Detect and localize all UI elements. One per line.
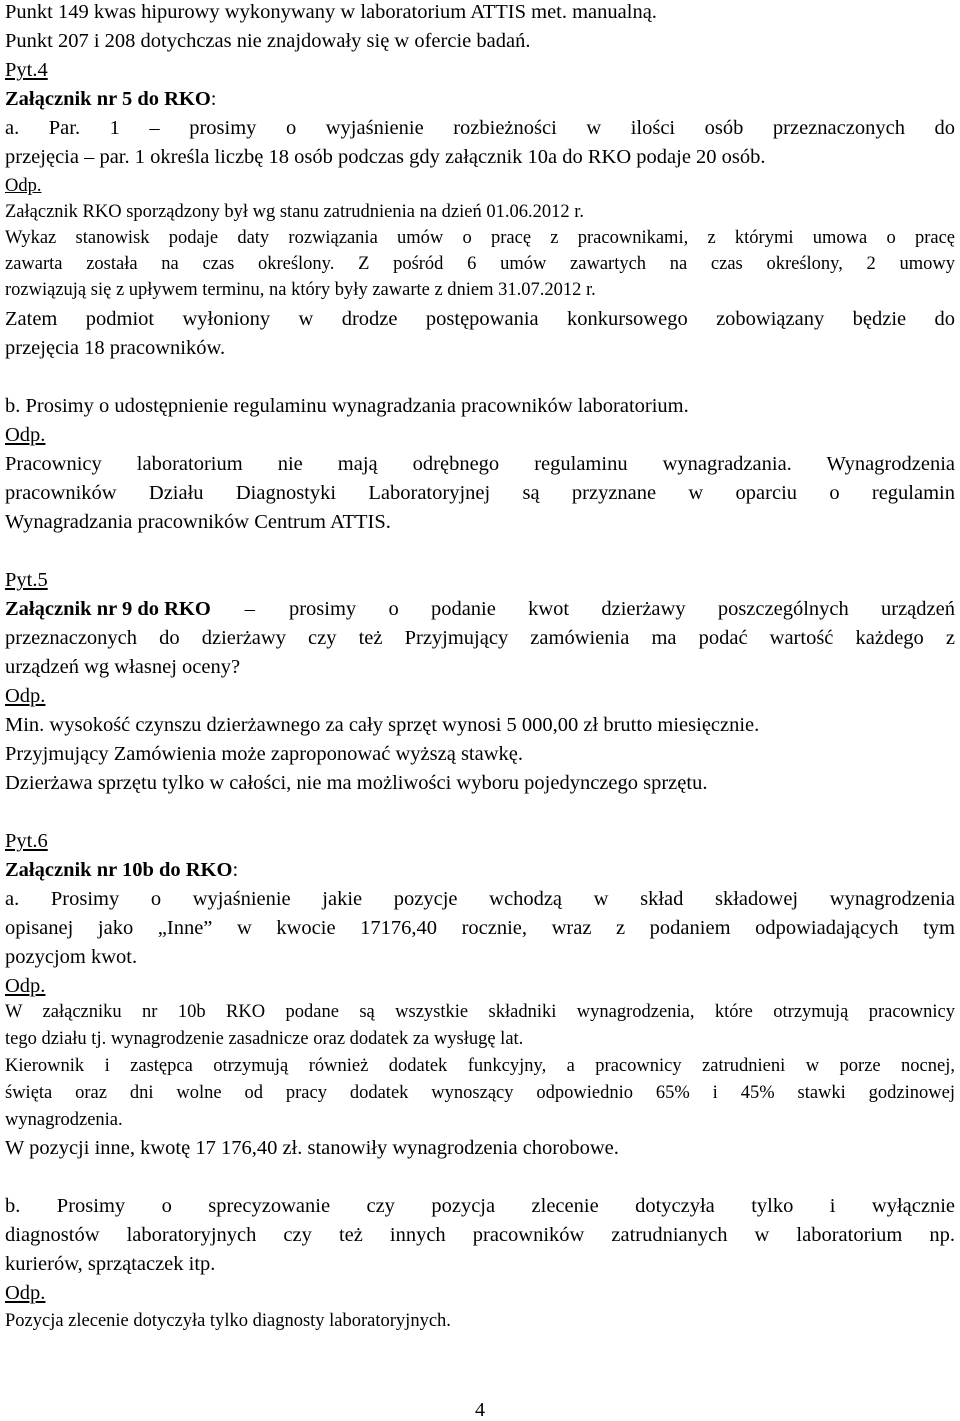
- question-6a-line-1: a. Prosimy o wyjaśnienie jakie pozycje wchodzą w skład składowej wynagrodzenia: [5, 888, 955, 910]
- answer-label-4b: Odp.: [5, 424, 46, 446]
- attachment-title-6: [5, 860, 955, 881]
- question-heading-6: Pyt.6: [5, 830, 48, 852]
- question-6a-line-3: pozycjom kwot.: [5, 946, 138, 968]
- answer-4a-line-4: rozwiązują się z upływem terminu, na który były zawarte z dniem 31.07.2012 r.: [5, 280, 596, 300]
- answer-6a-line-3: Kierownik i zastępca otrzymują również dodatek funkcyjny, a pracownicy zatrudnieni w porze nocnej,: [5, 1056, 955, 1076]
- attachment-name: Załącznik nr 9 do RKO: [5, 598, 211, 620]
- answer-6b: Pozycja zlecenie dotyczyła tylko diagnosty laboratoryjnych.: [5, 1311, 451, 1331]
- answer-6a-line-5: wynagrodzenia.: [5, 1110, 123, 1130]
- answer-6a-line-6: W pozycji inne, kwotę 17 176,40 zł. stanowiły wynagrodzenia chorobowe.: [5, 1137, 619, 1159]
- question-6b-line-1: b. Prosimy o sprecyzowanie czy pozycja zlecenie dotyczyła tylko i wyłącznie: [5, 1195, 955, 1217]
- answer-4b-line-3: Wynagradzania pracowników Centrum ATTIS.: [5, 511, 391, 533]
- attachment-colon: :: [232, 859, 239, 881]
- question-6a-line-2: opisanej jako „Inne” w kwocie 17176,40 rocznie, wraz z podaniem odpowiadających tym: [5, 917, 955, 939]
- answer-4a-line-5: Zatem podmiot wyłoniony w drodze postępowania konkursowego zobowiązany będzie do: [5, 308, 955, 330]
- attachment-title-4: [5, 89, 955, 110]
- answer-6a-line-2: tego działu tj. wynagrodzenie zasadnicze oraz dodatek za wysługę lat.: [5, 1029, 524, 1049]
- answer-4a-line-2: Wykaz stanowisk podaje daty rozwiązania umów o pracę z pracownikami, z którymi umowa o pracę: [5, 228, 955, 248]
- answer-5-line-2: Przyjmujący Zamówienia może zaproponować wyższą stawkę.: [5, 743, 523, 765]
- question-5-line-3: urządzeń wg własnej oceny?: [5, 656, 241, 678]
- intro-line-2: Punkt 207 i 208 dotychczas nie znajdowały się w ofercie badań.: [5, 30, 531, 52]
- question-5-line-1: [5, 599, 955, 620]
- attachment-name: Załącznik nr 10b do RKO: [5, 859, 233, 881]
- question-5-line-2: przeznaczonych do dzierżawy czy też Przyjmujący zamówienia ma podać wartość każdego z: [5, 627, 955, 649]
- answer-label-6a: Odp.: [5, 975, 46, 997]
- answer-5-line-1: Min. wysokość czynszu dzierżawnego za cały sprzęt wynosi 5 000,00 zł brutto miesięcznie.: [5, 714, 760, 736]
- answer-4a-line-3: zawarta została na czas określony. Z pośród 6 umów zawartych na czas określony, 2 umowy: [5, 254, 955, 274]
- page-number: 4: [475, 1399, 485, 1421]
- answer-label-5: Odp.: [5, 685, 46, 707]
- answer-label-6b: Odp.: [5, 1282, 46, 1304]
- question-4b: b. Prosimy o udostępnienie regulaminu wynagradzania pracowników laboratorium.: [5, 395, 689, 417]
- answer-6a-line-4: święta oraz dni wolne od pracy dodatek wynoszący odpowiednio 65% i 45% stawki godzinowej: [5, 1083, 955, 1103]
- answer-4a-line-1: Załącznik RKO sporządzony był wg stanu zatrudnienia na dzień 01.06.2012 r.: [5, 202, 584, 222]
- intro-line-1: Punkt 149 kwas hipurowy wykonywany w laboratorium ATTIS met. manualną.: [5, 1, 657, 23]
- answer-4b-line-1: Pracownicy laboratorium nie mają odrębnego regulaminu wynagradzania. Wynagrodzenia: [5, 453, 955, 475]
- answer-4a-line-6: przejęcia 18 pracowników.: [5, 337, 226, 359]
- question-4a-line-2: przejęcia – par. 1 określa liczbę 18 osób podczas gdy załącznik 10a do RKO podaje 20 osób.: [5, 146, 766, 168]
- attachment-name: Załącznik nr 5 do RKO: [5, 88, 211, 110]
- answer-4b-line-2: pracowników Działu Diagnostyki Laboratoryjnej są przyznane w oparciu o regulamin: [5, 482, 955, 504]
- dash: –: [244, 598, 256, 620]
- question-5-first: prosimy o podanie kwot dzierżawy poszczególnych urządzeń: [288, 598, 955, 620]
- question-4a-line-1: a. Par. 1 – prosimy o wyjaśnienie rozbieżności w ilości osób przeznaczonych do: [5, 117, 955, 139]
- question-heading-4: Pyt.4: [5, 59, 48, 81]
- question-heading-5: Pyt.5: [5, 569, 48, 591]
- answer-5-line-3: Dzierżawa sprzętu tylko w całości, nie ma możliwości wyboru pojedynczego sprzętu.: [5, 772, 708, 794]
- attachment-colon: :: [210, 88, 217, 110]
- answer-6a-line-1: W załączniku nr 10b RKO podane są wszystkie składniki wynagrodzenia, które otrzymują pracownicy: [5, 1002, 955, 1022]
- answer-label-4a: Odp.: [5, 176, 42, 196]
- question-6b-line-2: diagnostów laboratoryjnych czy też innych pracowników zatrudnianych w laboratorium np.: [5, 1224, 955, 1246]
- question-6b-line-3: kurierów, sprzątaczek itp.: [5, 1253, 216, 1275]
